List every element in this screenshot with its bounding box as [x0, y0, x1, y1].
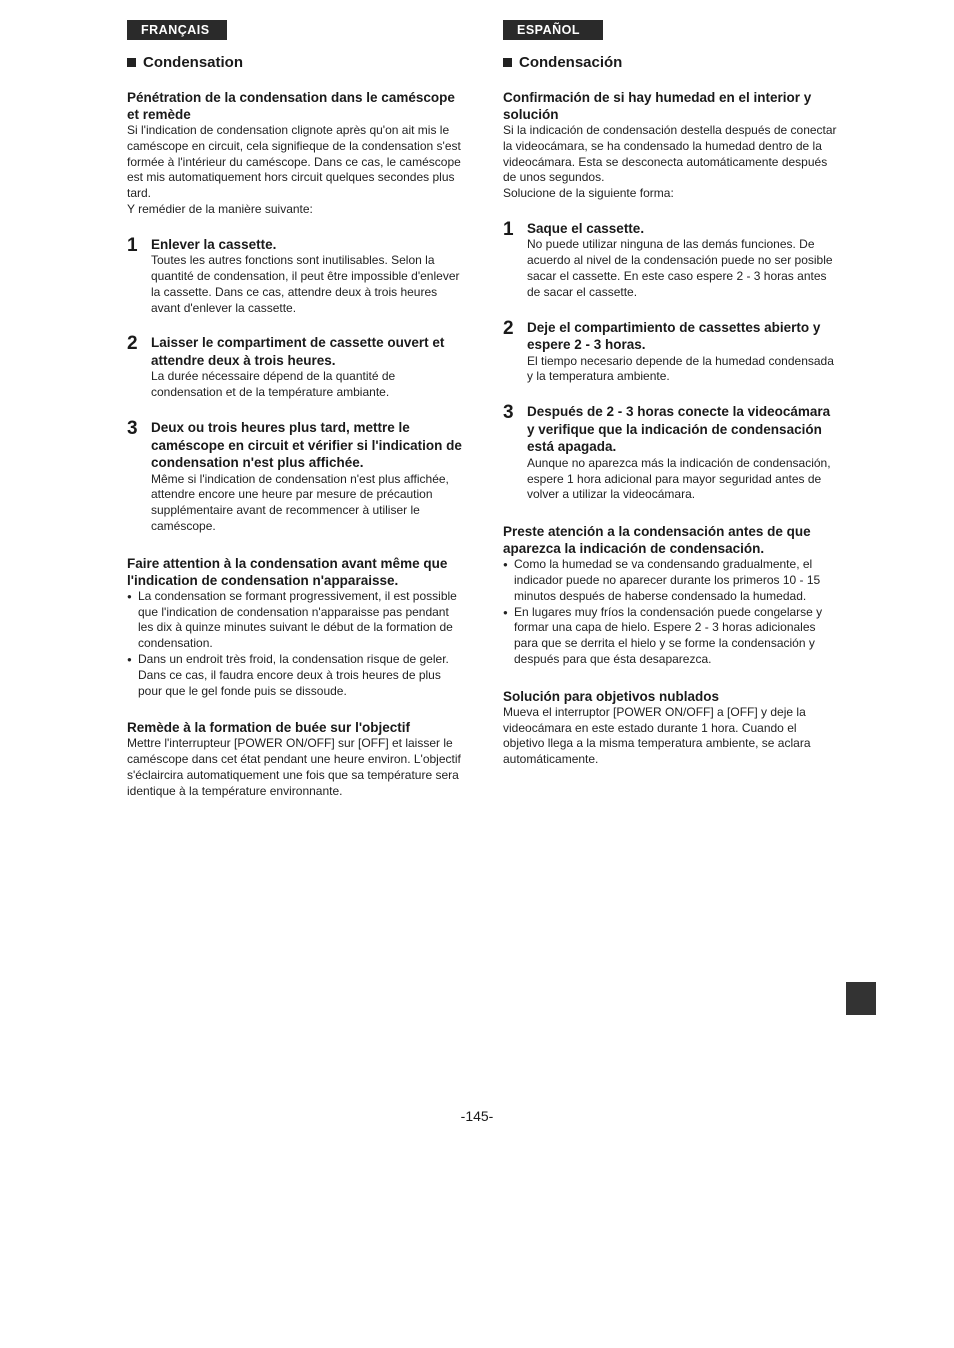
language-tab-spanish: ESPAÑOL: [503, 20, 603, 40]
subheading: Remède à la formation de buée sur l'objectif: [127, 720, 411, 736]
language-tab-french: FRANÇAIS: [127, 20, 227, 40]
bullet-icon: ●: [127, 591, 132, 601]
paragraph: Solucione de la siguiente forma:: [503, 186, 674, 201]
step-text: No puede utilizar ninguna de las demás funciones. De acuerdo al nivel de la condensación puede no ser posible sacar el cassette. En este caso espere 2 - 3 horas antes de sacar el cassette.: [527, 237, 833, 299]
square-bullet-icon: [503, 58, 512, 67]
step-number: 2: [503, 317, 514, 339]
subheading: Confirmación de si hay humedad en el interior y solución: [503, 90, 812, 122]
section-title: [503, 54, 838, 71]
step-text: Même si l'indication de condensation n'est plus affichée, attendre encore une heure par mesure de précaution supplémentaire avant de recommencer à utiliser le caméscope.: [151, 471, 449, 533]
step-1: [503, 220, 838, 301]
bullet-icon: ●: [127, 654, 132, 664]
list-item: [127, 589, 462, 652]
list-item: [503, 605, 838, 668]
step-text: El tiempo necesario depende de la humedad condensada y la temperatura ambiente.: [527, 353, 834, 384]
section-title: [127, 54, 462, 71]
list-item-text: En lugares muy fríos la condensación puede congelarse y formar una capa de hielo. Espere 2 - 3 horas adicionales para que se derrita el hielo y se forme la condensación y después para que ésta desaparezca.: [514, 604, 823, 666]
spanish-column: [503, 20, 838, 768]
step-1: [127, 236, 462, 317]
section-title-text: Condensación: [519, 54, 623, 71]
step-number: 3: [503, 402, 514, 424]
list-item-text: La condensation se formant progressivement, il est possible que l'indication de condensation n'apparaisse pas pendant les dix à quinze minutes suivant le début de la formation de condensation.: [138, 588, 457, 651]
step-number: 1: [127, 234, 138, 256]
caution-block: [127, 555, 462, 700]
step-text: Aunque no aparezca más la indicación de condensación, espere 1 hora adicional para mayor seguridad antes de volver a utilizar la videocámara.: [527, 455, 831, 502]
bullet-icon: ●: [503, 560, 508, 570]
step-title: Laisser le compartiment de cassette ouvert et attendre deux à trois heures.: [151, 335, 445, 368]
step-2: [127, 334, 462, 401]
step-number: 1: [503, 218, 514, 240]
subheading: Solución para objetivos nublados: [503, 688, 720, 704]
paragraph: Mettre l'interrupteur [POWER ON/OFF] sur [OFF] et laisser le caméscope dans cet état pendant une heure environ. L'objectif s'éclaircira automatiquement une fois que sa température sera identique à la température environnante.: [127, 736, 461, 798]
step-3: [503, 403, 838, 503]
subheading: Pénétration de la condensation dans le caméscope et remède: [127, 90, 455, 122]
french-column: [127, 20, 462, 800]
step-3: [127, 419, 462, 535]
caution-block: [503, 523, 838, 668]
step-text: La durée nécessaire dépend de la quantité de condensation et de la température ambiante.: [151, 369, 396, 400]
step-2: [503, 319, 838, 386]
list-item-text: Dans un endroit très froid, la condensation risque de geler. Dans ce cas, il faudra encore deux à trois heures de plus pour que le gel fonde puis se dissoude.: [138, 651, 449, 698]
step-text: Toutes les autres fonctions sont inutilisables. Selon la quantité de condensation, il peut être impossible d'enlever la cassette. Dans ce cas, attendre deux à trois heures avant d'enlever la cassette.: [151, 253, 460, 315]
paragraph: Si la indicación de condensación destella después de conectar la videocámara, se ha condensado la humedad dentro de la videocámara. Esta se desconecta automáticamente después de unos segundos.: [503, 123, 837, 185]
page-number: -145-: [460, 1108, 494, 1124]
step-title: Después de 2 - 3 horas conecte la videocámara y verifique que la indicación de condensación está apagada.: [527, 404, 831, 455]
step-title: Deje el compartimiento de cassettes abierto y espere 2 - 3 horas.: [527, 319, 821, 353]
lens-block: [127, 719, 462, 799]
step-title: Saque el cassette.: [527, 220, 645, 236]
side-thumb-tab: [846, 982, 876, 1015]
paragraph: Y remédier de la manière suivante:: [127, 201, 313, 216]
step-title: Enlever la cassette.: [151, 236, 277, 252]
subheading: Preste atención a la condensación antes de que aparezca la indicación de condensación.: [503, 524, 811, 557]
subheading: Faire attention à la condensation avant même que l'indication de condensation n'apparaisse.: [127, 555, 448, 588]
lens-block: [503, 688, 838, 768]
list-item: [127, 652, 462, 699]
step-title: Deux ou trois heures plus tard, mettre le caméscope en circuit et vérifier si l'indication de condensation n'est plus affichée.: [151, 420, 462, 471]
paragraph: Si l'indication de condensation clignote après qu'on ait mis le caméscope en circuit, cela signifieque de la condensation s'est formée à l'intérieur du caméscope. Dans ce cas, le caméscope est mis automatiquement hors circuit quelques secondes plus tard.: [127, 123, 461, 201]
paragraph: Mueva el interruptor [POWER ON/OFF] a [OFF] y deje la videocámara en este estado durante 1 hora. Cuando el objetivo llega a la misma temperatura ambiente, se aclara automáticamente.: [503, 704, 811, 767]
section-title-text: Condensation: [143, 54, 243, 71]
list-item-text: Como la humedad se va condensando gradualmente, el indicador puede no aparecer durante los primeros 10 - 15 minutos después de haberse condensado la humedad.: [514, 557, 821, 603]
step-number: 3: [127, 418, 138, 440]
list-item: [503, 557, 838, 604]
square-bullet-icon: [127, 58, 136, 67]
step-number: 2: [127, 333, 138, 355]
bullet-icon: ●: [503, 607, 508, 617]
